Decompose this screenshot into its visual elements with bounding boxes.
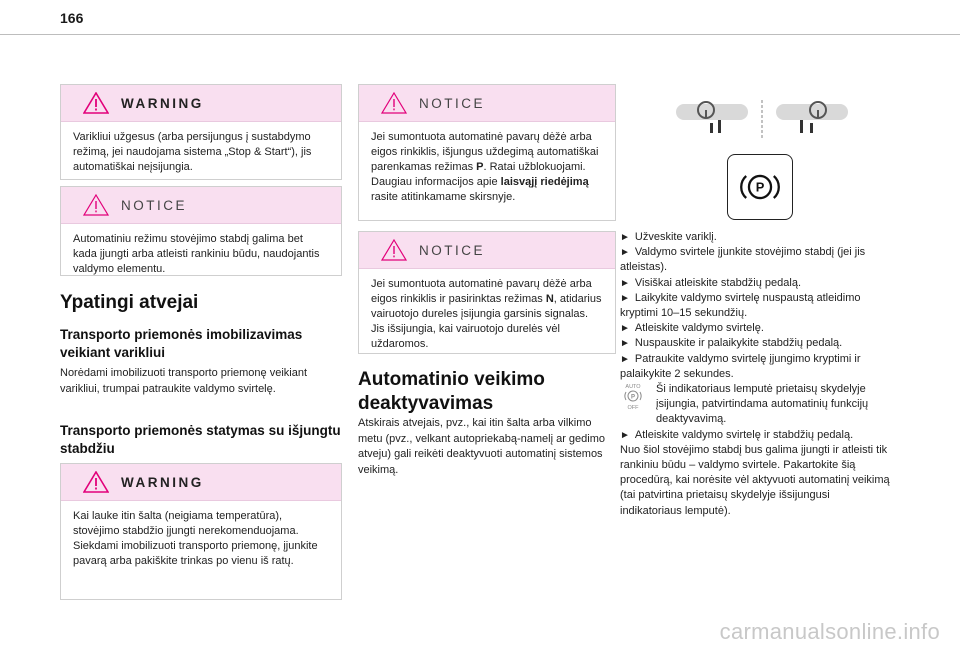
notice-header	[359, 232, 615, 269]
indicator-text: Ši indikatoriaus lemputė prietaisų skydelyje įsijungia, patvirtindama automatinių funkcijų deaktyvavimą.	[656, 383, 869, 426]
notice-text: Jei sumontuota automatinė pavarų dėžė arba eigos rinkiklis, išjungus uždegimą automatiškai parenkamas režimas P. Ratai užblokuojami.	[371, 131, 599, 173]
step-item: ► Atleiskite valdymo svirtelę ir stabdžių pedalą.	[620, 428, 854, 441]
notice-icon	[381, 92, 407, 114]
step-item: ► Užveskite variklį.	[620, 231, 717, 243]
step-item: ► Valdymo svirtele įjunkite stovėjimo stabdį (jei jis atleistas).	[620, 246, 866, 274]
footer-watermark: carmanualsonline.info	[719, 619, 940, 644]
subheading-parking-released: Transporto priemonės statymas su išjungtu stabdžiu	[60, 423, 341, 456]
notice-text: Jei sumontuota automatinė pavarų dėžė arba eigos rinkiklis ir pasirinktas režimas N, atidarius vairuotojo dureles įsijungia garsinis signalas. Jis išsijungia, kai vairuotojo durelės vėl uždaromos.	[371, 278, 602, 350]
warning-box-engine-stop	[60, 84, 342, 180]
subheading-immobilizing: Transporto priemonės imobilizavimas veikiant varikliui	[60, 327, 303, 360]
section-title-deactivation: Automatinio veikimo deaktyvavimas	[358, 369, 545, 414]
warning-text-line2: Siekdami imobilizuoti transporto priemonę, įjunkite pavarą arba pakiškite trinkas po vienu iš ratų.	[73, 540, 318, 567]
warning-title: WARNING	[121, 95, 204, 111]
warning-icon	[83, 92, 109, 114]
step-item: ► Laikykite valdymo svirtelę nuspaustą atleidimo kryptimi 10–15 sekundžių.	[620, 291, 861, 320]
warning-box-cold	[60, 463, 342, 600]
warning-header	[61, 85, 341, 122]
closing-text: Nuo šiol stovėjimo stabdį bus galima įjungti ir atleisti tik rankiniu būdu – valdymo svirtele. Pakartokite šią procedūrą, kai norėsite vėl aktyvuoti automatinį veikimą (tai patvirtina prietaisų skydelyje išsijungusi indikatoriaus lemputė).	[620, 443, 890, 517]
warning-text: Varikliui užgesus (arba persijungus į sustabdymo režimą, jei naudojama sistema „Stop & Start“), jis automatiškai neįsijungia.	[73, 131, 312, 173]
step-item: ► Atleiskite valdymo svirtelę.	[620, 322, 764, 335]
warning-icon	[83, 471, 109, 493]
step-item: ► Patraukite valdymo svirtelę įjungimo kryptimi ir palaikykite 2 sekundes.	[620, 352, 861, 380]
svg-text:P: P	[755, 179, 765, 195]
notice-text: Automatiniu režimu stovėjimo stabdį galima bet kada įjungti arba atleisti rankiniu būdu, naudojantis valdymo elementu.	[73, 233, 320, 275]
deactivation-steps	[620, 230, 890, 519]
notice-header	[61, 187, 341, 224]
notice-title: NOTICE	[121, 197, 188, 213]
page-number: 166	[60, 10, 84, 26]
step-item: ► Visiškai atleiskite stabdžių pedalą.	[620, 276, 802, 289]
svg-text:AUTO: AUTO	[625, 384, 641, 391]
parking-brake-control-illustration	[672, 92, 852, 142]
paragraph-deactivation: Atskirais atvejais, pvz., kai itin šalta arba vilkimo metu (pvz., velkant autopriekabą-namelį ar gedimo atveju) gali reikėti deaktyvuoti automatinį sistemos veikimą.	[358, 417, 606, 476]
section-title-special-cases: Ypatingi atvejai	[60, 292, 199, 313]
indicator-line	[620, 382, 890, 428]
auto-off-indicator-icon	[620, 382, 646, 410]
notice-box-manual-control	[60, 186, 342, 276]
notice-icon	[83, 194, 109, 216]
notice-icon	[381, 239, 407, 261]
parking-brake-warning-icon	[727, 154, 793, 220]
notice-box-neutral-mode	[358, 231, 616, 354]
warning-text-line1: Kai lauke itin šalta (neigiama temperatūra), stovėjimo stabdžio įjungti nerekomenduojama.	[73, 510, 299, 537]
top-divider	[0, 34, 960, 35]
step-item: ► Nuspauskite ir palaikykite stabdžių pedalą.	[620, 337, 843, 350]
notice-box-automatic-gearbox	[358, 84, 616, 221]
notice-title: NOTICE	[419, 95, 486, 111]
paragraph-immobilizing: Norėdami imobilizuoti transporto priemonę veikiant varikliui, trumpai patraukite valdymo svirtelę.	[60, 367, 308, 395]
notice-text-free-wheeling: Daugiau informacijos apie laisvąjį riedėjimą rasite atitinkamame skirsnyje.	[371, 176, 589, 203]
warning-title: WARNING	[121, 474, 204, 490]
notice-title: NOTICE	[419, 242, 486, 258]
notice-header	[359, 85, 615, 122]
svg-text:P: P	[630, 394, 636, 401]
svg-text:OFF: OFF	[627, 405, 639, 411]
warning-header	[61, 464, 341, 501]
